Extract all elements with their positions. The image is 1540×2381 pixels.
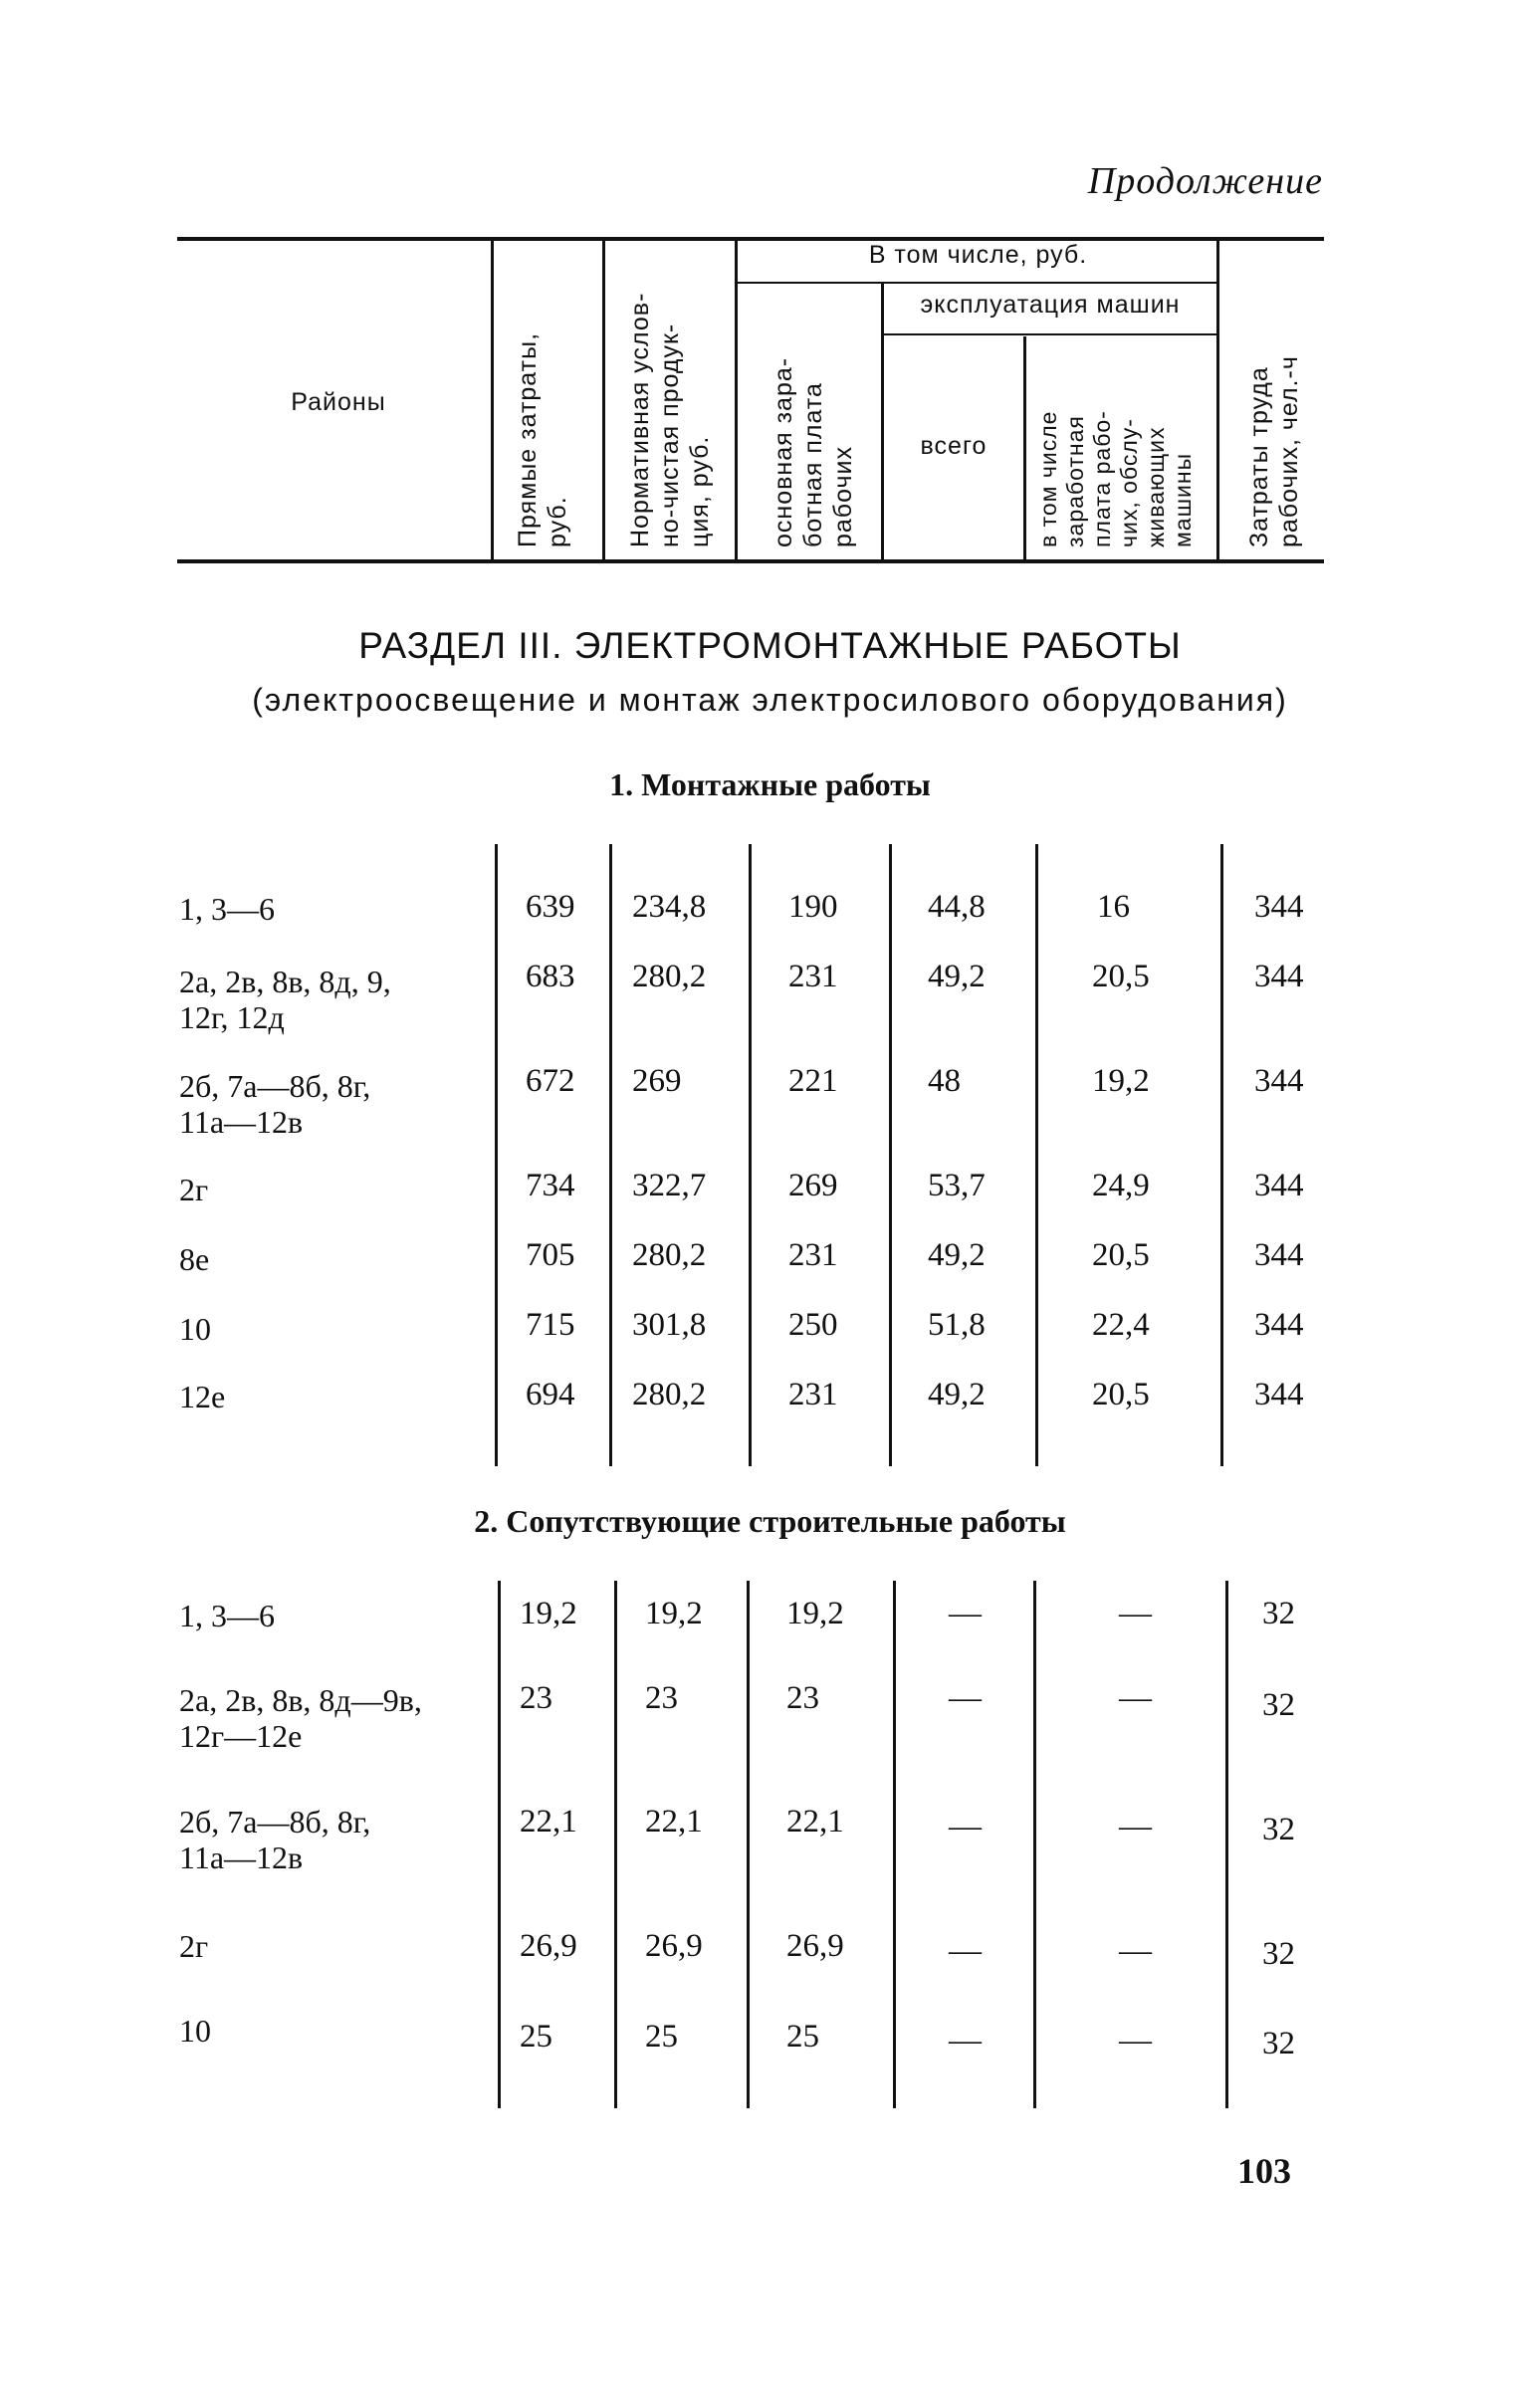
labor-cell: 344 — [1254, 959, 1304, 994]
header-labor-costs: Затраты труда рабочих, чел.-ч — [1245, 355, 1303, 547]
part1-divider-6 — [1220, 844, 1223, 1466]
base-wages-cell: 231 — [788, 959, 838, 994]
direct-costs-cell: 715 — [526, 1307, 575, 1343]
direct-costs-cell: 705 — [526, 1237, 575, 1273]
labor-cell: 32 — [1262, 1936, 1295, 1972]
region-cell: 1, 3—6 — [179, 891, 275, 927]
direct-costs-cell: 694 — [526, 1377, 575, 1412]
machine-total-cell: 53,7 — [928, 1168, 986, 1203]
machine-total-cell: 49,2 — [928, 1377, 986, 1412]
labor-cell: 344 — [1254, 1377, 1304, 1412]
machine-wages-cell: — — [1119, 2023, 1152, 2058]
header-machine-ops: эксплуатация машин — [920, 291, 1181, 319]
net-production-cell: 280,2 — [632, 1237, 707, 1273]
part1-divider-2 — [609, 844, 612, 1466]
part1-divider-1 — [495, 844, 498, 1466]
part2-divider-4 — [893, 1581, 896, 2108]
direct-costs-cell: 19,2 — [520, 1596, 577, 1631]
header-subrule-including — [737, 282, 1216, 284]
labor-cell: 32 — [1262, 1596, 1295, 1631]
region-cell: 1, 3—6 — [179, 1598, 275, 1633]
net-production-cell: 19,2 — [645, 1596, 703, 1631]
direct-costs-cell: 639 — [526, 889, 575, 925]
direct-costs-cell: 683 — [526, 959, 575, 994]
direct-costs-cell: 26,9 — [520, 1928, 577, 1964]
header-subrule-machines — [884, 333, 1216, 335]
machine-total-cell: 48 — [928, 1063, 961, 1099]
part2-divider-3 — [747, 1581, 750, 2108]
machine-wages-cell: 20,5 — [1092, 1377, 1150, 1412]
base-wages-cell: 269 — [788, 1168, 838, 1203]
part1-divider-3 — [749, 844, 752, 1466]
region-cell: 2а, 2в, 8в, 8д—9в, 12г—12е — [179, 1682, 422, 1754]
net-production-cell: 280,2 — [632, 959, 707, 994]
net-production-cell: 26,9 — [645, 1928, 703, 1964]
labor-cell: 344 — [1254, 1168, 1304, 1203]
header-divider-3 — [735, 237, 738, 561]
labor-cell: 32 — [1262, 1812, 1295, 1847]
continued-label: Продолжение — [1087, 160, 1323, 202]
region-cell: 12е — [179, 1379, 226, 1414]
labor-cell: 344 — [1254, 1307, 1304, 1343]
header-divider-5 — [1023, 336, 1026, 561]
base-wages-cell: 19,2 — [786, 1596, 844, 1631]
region-cell: 8е — [179, 1241, 210, 1277]
direct-costs-cell: 22,1 — [520, 1804, 577, 1840]
region-cell: 2г — [179, 1928, 209, 1964]
labor-cell: 32 — [1262, 2026, 1295, 2061]
direct-costs-cell: 734 — [526, 1168, 575, 1203]
net-production-cell: 322,7 — [632, 1168, 707, 1203]
region-cell: 10 — [179, 2013, 211, 2049]
machine-total-cell: 49,2 — [928, 959, 986, 994]
region-cell: 2б, 7а—8б, 8г, 11а—12в — [179, 1068, 371, 1140]
machine-wages-cell: — — [1119, 1809, 1152, 1844]
header-divider-1 — [491, 237, 494, 561]
net-production-cell: 269 — [632, 1063, 682, 1099]
region-cell: 2а, 2в, 8в, 8д, 9, 12г, 12д — [179, 964, 391, 1035]
machine-wages-cell: 22,4 — [1092, 1307, 1150, 1343]
machine-wages-cell: 19,2 — [1092, 1063, 1150, 1099]
part2-divider-2 — [614, 1581, 617, 2108]
machine-total-cell: — — [949, 1596, 982, 1631]
direct-costs-cell: 672 — [526, 1063, 575, 1099]
region-cell: 2г — [179, 1172, 209, 1207]
region-cell: 2б, 7а—8б, 8г, 11а—12в — [179, 1804, 371, 1875]
header-bottom-rule — [177, 559, 1324, 563]
machine-total-cell: — — [949, 1933, 982, 1969]
base-wages-cell: 26,9 — [786, 1928, 844, 1964]
net-production-cell: 234,8 — [632, 889, 707, 925]
header-total: всего — [920, 432, 988, 460]
header-regions: Районы — [291, 388, 386, 416]
part2-title: 2. Сопутствующие строительные работы — [474, 1503, 1066, 1539]
base-wages-cell: 231 — [788, 1377, 838, 1412]
labor-cell: 32 — [1262, 1687, 1295, 1723]
labor-cell: 344 — [1254, 889, 1304, 925]
machine-total-cell: — — [949, 1809, 982, 1844]
header-including-wages: в том числе заработная плата рабо- чих, обслу- живающих машины — [1035, 410, 1196, 547]
base-wages-cell: 22,1 — [786, 1804, 844, 1840]
part1-title: 1. Монтажные работы — [609, 766, 931, 802]
machine-total-cell: 44,8 — [928, 889, 986, 925]
header-divider-6 — [1216, 237, 1219, 561]
direct-costs-cell: 25 — [520, 2019, 552, 2055]
net-production-cell: 23 — [645, 1680, 678, 1716]
machine-wages-cell: — — [1119, 1680, 1152, 1716]
base-wages-cell: 231 — [788, 1237, 838, 1273]
header-net-production: Нормативная услов- но-чистая продук- ция, руб. — [626, 292, 714, 547]
base-wages-cell: 190 — [788, 889, 838, 925]
base-wages-cell: 221 — [788, 1063, 838, 1099]
section-subtitle: (электроосвещение и монтаж электросилового оборудования) — [252, 682, 1288, 718]
net-production-cell: 25 — [645, 2019, 678, 2055]
part1-divider-5 — [1035, 844, 1038, 1466]
header-divider-4 — [881, 284, 884, 561]
direct-costs-cell: 23 — [520, 1680, 552, 1716]
machine-total-cell: 49,2 — [928, 1237, 986, 1273]
labor-cell: 344 — [1254, 1063, 1304, 1099]
region-cell: 10 — [179, 1311, 211, 1347]
base-wages-cell: 23 — [786, 1680, 819, 1716]
header-direct-costs: Прямые затраты, руб. — [514, 331, 571, 547]
machine-total-cell: — — [949, 2023, 982, 2058]
part1-divider-4 — [889, 844, 892, 1466]
machine-wages-cell: 16 — [1097, 889, 1130, 925]
header-divider-2 — [602, 237, 605, 561]
machine-wages-cell: — — [1119, 1933, 1152, 1969]
machine-total-cell: — — [949, 1680, 982, 1716]
net-production-cell: 301,8 — [632, 1307, 707, 1343]
base-wages-cell: 250 — [788, 1307, 838, 1343]
header-base-wages: основная зара- ботная плата рабочих — [770, 356, 857, 547]
machine-wages-cell: 20,5 — [1092, 1237, 1150, 1273]
machine-wages-cell: — — [1119, 1596, 1152, 1631]
net-production-cell: 22,1 — [645, 1804, 703, 1840]
net-production-cell: 280,2 — [632, 1377, 707, 1412]
machine-wages-cell: 20,5 — [1092, 959, 1150, 994]
part2-divider-6 — [1225, 1581, 1228, 2108]
section-title: РАЗДЕЛ III. ЭЛЕКТРОМОНТАЖНЫЕ РАБОТЫ — [358, 625, 1182, 666]
part2-divider-1 — [498, 1581, 501, 2108]
machine-total-cell: 51,8 — [928, 1307, 986, 1343]
machine-wages-cell: 24,9 — [1092, 1168, 1150, 1203]
labor-cell: 344 — [1254, 1237, 1304, 1273]
part2-divider-5 — [1033, 1581, 1036, 2108]
base-wages-cell: 25 — [786, 2019, 819, 2055]
header-including: В том числе, руб. — [868, 241, 1088, 269]
page-number: 103 — [1237, 2151, 1291, 2191]
